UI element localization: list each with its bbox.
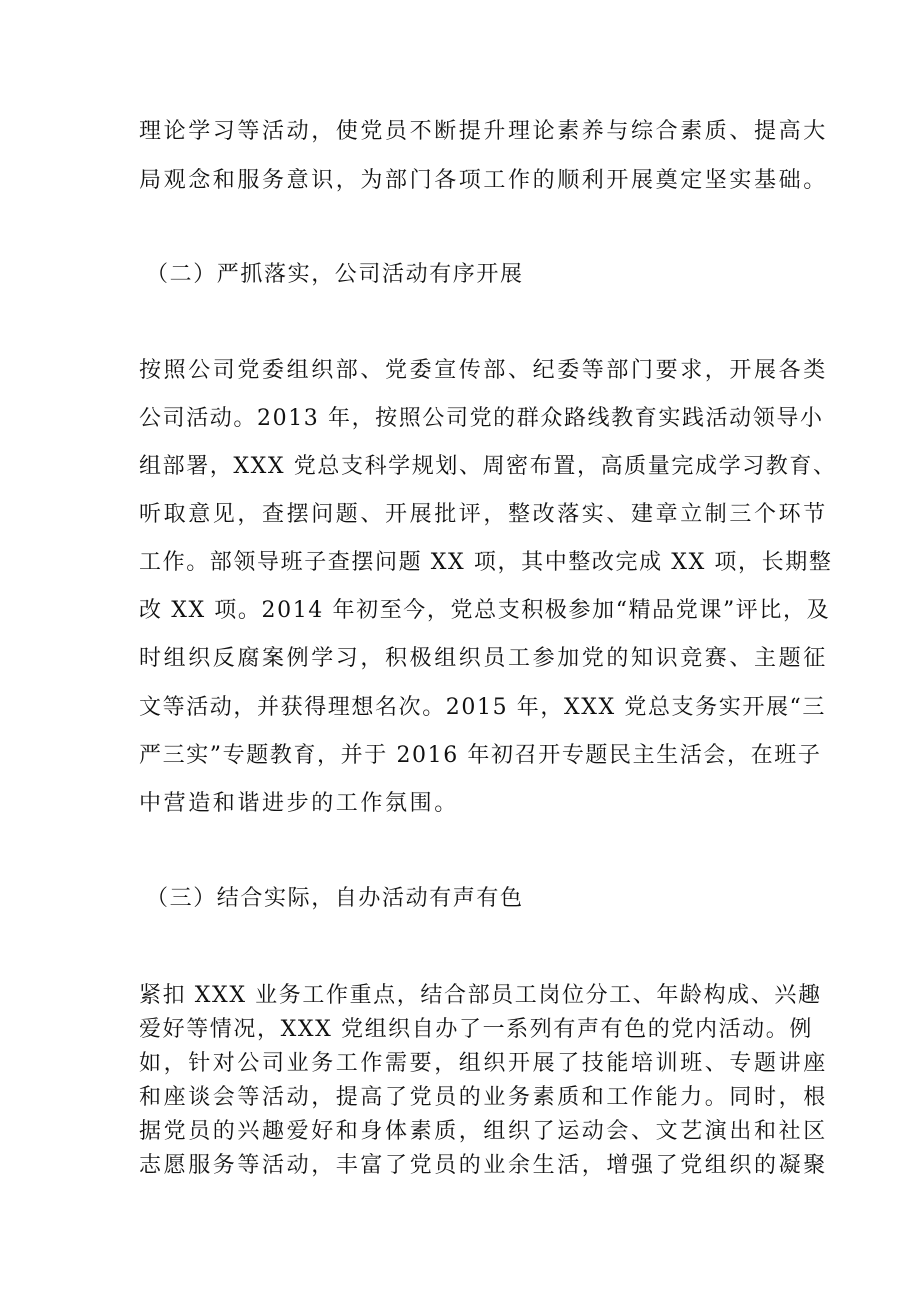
section-heading-3: （三）结合实际，自办活动有声有色 (146, 886, 524, 911)
paragraph-3-line-6: 志愿服务等活动，丰富了党员的业余生活，增强了党组织的凝聚 (139, 1153, 828, 1178)
paragraph-3-line-1: 紧扣 XXX 业务工作重点，结合部员工岗位分工、年龄构成、兴趣 (139, 983, 822, 1008)
paragraph-3-line-5: 据党员的兴趣爱好和身体素质，组织了运动会、文艺演出和社区 (139, 1119, 828, 1144)
paragraph-3-line-2: 爱好等情况，XXX 党组织自办了一系列有声有色的党内活动。例 (139, 1017, 813, 1042)
paragraph-3-line-4: 和座谈会等活动，提高了党员的业务素质和工作能力。同时，根 (139, 1085, 828, 1110)
paragraph-2-line-1: 按照公司党委组织部、党委宣传部、纪委等部门要求，开展各类 (139, 358, 828, 383)
paragraph-2-line-8: 文等活动，并获得理想名次。2015 年，XXX 党总支务实开展“三 (139, 695, 827, 720)
paragraph-2-line-5: 工作。部领导班子查摆问题 XX 项，其中整改完成 XX 项，长期整 (139, 550, 833, 575)
paragraph-2-line-7: 时组织反腐案例学习，积极组织员工参加党的知识竞赛、主题征 (139, 646, 828, 671)
section-heading-2: （二）严抓落实，公司活动有序开展 (146, 262, 524, 287)
paragraph-3-line-3: 如，针对公司业务工作需要，组织开展了技能培训班、专题讲座 (139, 1051, 828, 1076)
paragraph-2-line-2: 公司活动。2013 年，按照公司党的群众路线教育实践活动领导小 (139, 406, 824, 431)
paragraph-2-line-4: 听取意见，查摆问题、开展批评，整改落实、建章立制三个环节 (139, 502, 828, 527)
paragraph-2-line-9: 严三实”专题教育，并于 2016 年初召开专题民主生活会，在班子 (139, 743, 822, 768)
paragraph-2-line-10: 中营造和谐进步的工作氛围。 (139, 791, 459, 816)
paragraph-2-line-6: 改 XX 项。2014 年初至今，党总支积极参加“精品党课”评比，及 (139, 598, 831, 623)
paragraph-1-line-1: 理论学习等活动，使党员不断提升理论素养与综合素质、提高大 (139, 119, 828, 144)
paragraph-2-line-3: 组部署，XXX 党总支科学规划、周密布置，高质量完成学习教育、 (139, 454, 837, 479)
paragraph-1-line-2: 局观念和服务意识，为部门各项工作的顺利开展奠定坚实基础。 (139, 168, 828, 193)
